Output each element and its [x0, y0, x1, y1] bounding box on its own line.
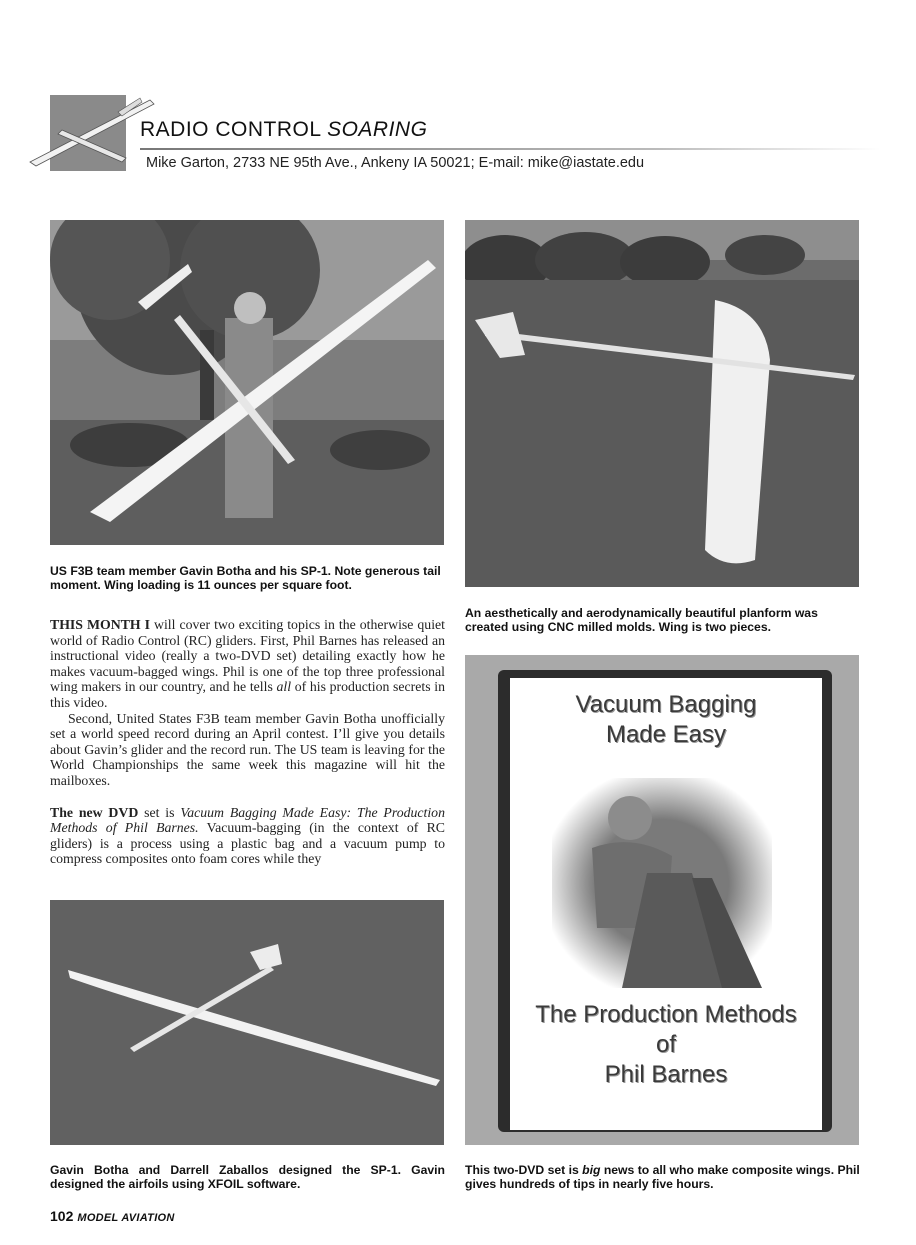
- article-paragraph-3: The new DVD set is Vacuum Bagging Made Easy: The Production Methods of Phil Barnes. Vacuum-bagging (in the context of RC gliders) is a process using a plastic bag and a vacuum pump to compress composites onto foam cores while they: [50, 804, 446, 867]
- article-paragraph-1: THIS MONTH I will cover two exciting topics in the otherwise quiet world of Radio Control (RC) gliders. First, Phil Barnes has released an instructional video (really a two-DVD set) detailing exactly how he makes vacuum-bagged wings. Phil is one of the top three professional wing makers in our country, and he tells all of his production secrets in this video.: [50, 617, 445, 710]
- article-paragraph-2: Second, United States F3B team member Gavin Botha unofficially set a world speed record during an April contest. I’ll give you details about Gavin’s glider and the record run. The US team is leaving for the World Championships the same week this magazine will hit the mailboxes.: [50, 710, 445, 788]
- article-body: [50, 617, 445, 867]
- photo-sp1-on-grass: [50, 900, 444, 1145]
- photo4-caption: This two-DVD set is big news to all who make composite wings. Phil gives hundreds of tips in nearly five hours.: [465, 1163, 860, 1191]
- column-title: RADIO CONTROL SOARING: [140, 118, 428, 141]
- header-rule: [140, 148, 880, 150]
- author-byline: Mike Garton, 2733 NE 95th Ave., Ankeny IA 50021; E-mail: mike@iastate.edu: [146, 155, 645, 171]
- photo2-caption: An aesthetically and aerodynamically beautiful planform was created using CNC milled molds. Wing is two pieces.: [465, 606, 818, 634]
- dvd-title: Vacuum Bagging Made Easy: [575, 691, 757, 748]
- photo3-caption: Gavin Botha and Darrell Zaballos designed the SP-1. Gavin designed the airfoils using XFOIL software.: [50, 1163, 445, 1191]
- page-footer: [50, 1208, 175, 1224]
- photo1-caption: US F3B team member Gavin Botha and his SP-1. Note generous tail moment. Wing loading is 11 ounces per square foot.: [50, 564, 441, 592]
- photo-sp1-planform: [465, 220, 859, 587]
- page-number: 102: [50, 1208, 74, 1224]
- magazine-name: MODEL AVIATION: [77, 1212, 175, 1224]
- dvd-subtitle: The Production Methods of Phil Barnes: [535, 1001, 797, 1088]
- dvd-cover-photo: [552, 778, 772, 988]
- photo-gavin-botha-sp1: [50, 220, 444, 545]
